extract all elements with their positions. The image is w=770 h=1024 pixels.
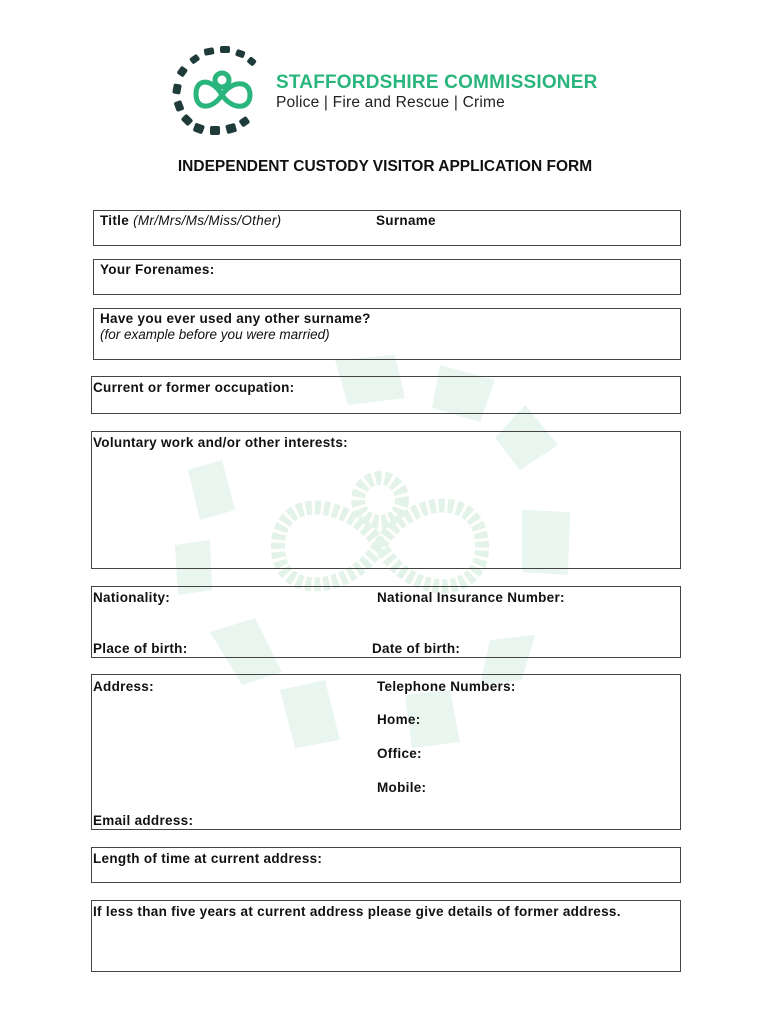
voluntary-label: Voluntary work and/or other interests: [93,435,348,450]
home-phone-label: Home: [377,712,421,727]
title-hint: (Mr/Mrs/Ms/Miss/Other) [133,213,282,228]
dob-label: Date of birth: [372,641,461,656]
email-label: Email address: [93,813,194,828]
nationality-label: Nationality: [93,590,171,605]
former-address-input[interactable] [93,922,673,966]
length-input[interactable] [93,866,673,882]
address-label: Address: [93,679,154,694]
surname-label: Surname [376,213,436,228]
office-phone-label: Office: [377,746,422,761]
occupation-input[interactable] [93,396,673,412]
form-title: INDEPENDENT CUSTODY VISITOR APPLICATION FORM [177,158,593,175]
surname-input[interactable] [376,228,671,244]
address-input[interactable] [93,696,353,801]
ni-label: National Insurance Number: [377,590,565,605]
home-phone-input[interactable] [430,712,670,728]
other-surname-hint: (for example before you were married) [100,327,330,342]
title-label: Title (Mr/Mrs/Ms/Miss/Other) [100,213,282,228]
birthplace-input[interactable] [200,641,360,657]
org-subtitle: Police | Fire and Rescue | Crime [276,94,505,111]
nationality-input[interactable] [93,606,353,622]
dob-input[interactable] [472,641,672,657]
mobile-phone-label: Mobile: [377,780,427,795]
mobile-phone-input[interactable] [430,780,670,796]
ni-input[interactable] [377,606,672,622]
former-address-label: If less than five years at current address please give details of former address. [93,904,621,919]
telephone-label: Telephone Numbers: [377,679,516,694]
other-surname-input[interactable] [100,342,670,358]
length-label: Length of time at current address: [93,851,323,866]
office-phone-input[interactable] [430,746,670,762]
title-input[interactable] [100,228,360,244]
birthplace-label: Place of birth: [93,641,188,656]
stafford-knot-logo-icon [160,40,270,150]
voluntary-input[interactable] [93,452,673,562]
occupation-label: Current or former occupation: [93,380,295,395]
forenames-input[interactable] [100,277,670,293]
forenames-label: Your Forenames: [100,262,215,277]
org-name: STAFFORDSHIRE COMMISSIONER [276,72,598,93]
email-input[interactable] [210,813,670,829]
other-surname-label: Have you ever used any other surname? [100,311,371,326]
